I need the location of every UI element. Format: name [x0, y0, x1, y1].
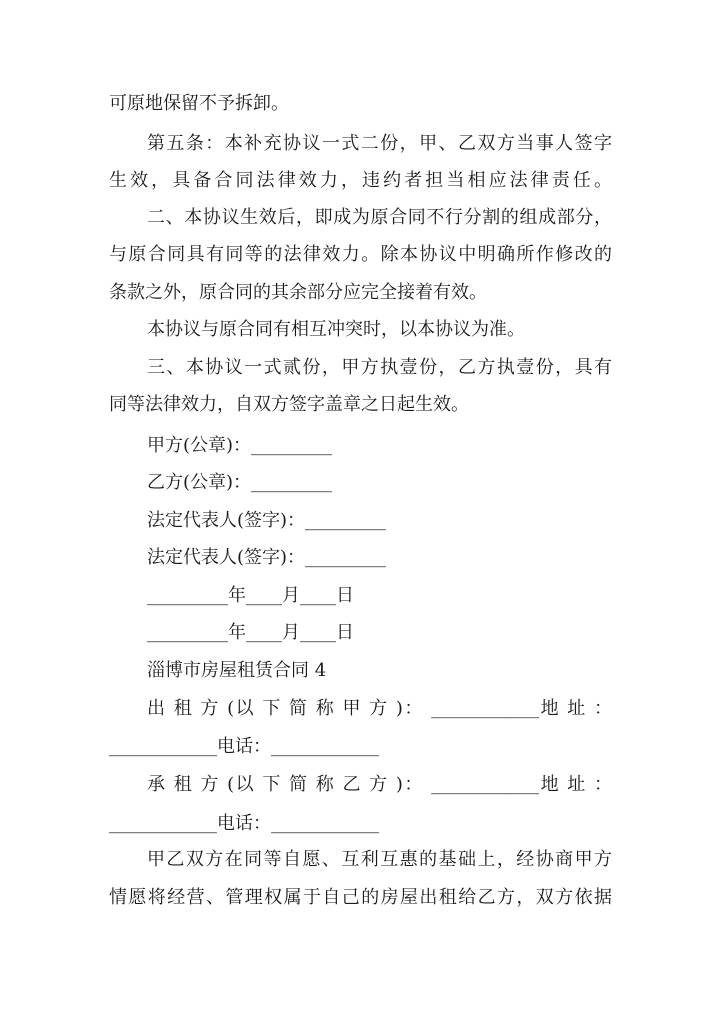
lessor-phone-line: ____________电话：____________ [109, 736, 379, 757]
date-line: _________年____月____日 [147, 585, 354, 606]
text-line: 可原地保留不予拆卸。 [109, 93, 289, 114]
text-line: 本协议与原合同有相互冲突时，以本协议为准。 [147, 319, 525, 340]
signature-line-party-a: 甲方(公章)：_________ [147, 435, 333, 456]
section-title: 淄博市房屋租赁合同 4 [147, 660, 327, 681]
lessor-line: 出 租 方 (以 下 简 称 甲 方 )： ____________地 址 ： [147, 698, 612, 719]
text-line: 二、本协议生效后，即成为原合同不行分割的组成部分， [147, 207, 612, 228]
text-line: 情愿将经营、管理权属于自己的房屋出租给乙方，双方依据 [109, 887, 612, 908]
text-line: 与原合同具有同等的法律效力。除本协议中明确所作修改的 [109, 244, 612, 265]
lessee-phone-line: ____________电话：____________ [109, 813, 379, 834]
text-line: 甲乙双方在同等自愿、互利互惠的基础上，经协商甲方 [147, 849, 612, 870]
signature-line-party-b: 乙方(公章)：_________ [147, 472, 333, 493]
text-line: 条款之外，原合同的其余部分应完全接着有效。 [109, 282, 487, 303]
date-line: _________年____月____日 [147, 622, 354, 643]
text-line: 同等法律效力，自双方签字盖章之日起生效。 [109, 394, 469, 415]
signature-line-rep-b: 法定代表人(签字)：_________ [147, 547, 387, 568]
signature-line-rep-a: 法定代表人(签字)：_________ [147, 510, 387, 531]
text-line: 三、本协议一式贰份，甲方执壹份，乙方执壹份，具有 [147, 357, 612, 378]
text-line: 生效，具备合同法律效力，违约者担当相应法律责任。 [109, 170, 612, 191]
text-line: 第五条：本补充协议一式二份，甲、乙双方当事人签字 [147, 133, 612, 154]
lessee-line: 承 租 方 (以 下 简 称 乙 方 )： ____________地 址 ： [147, 774, 612, 795]
